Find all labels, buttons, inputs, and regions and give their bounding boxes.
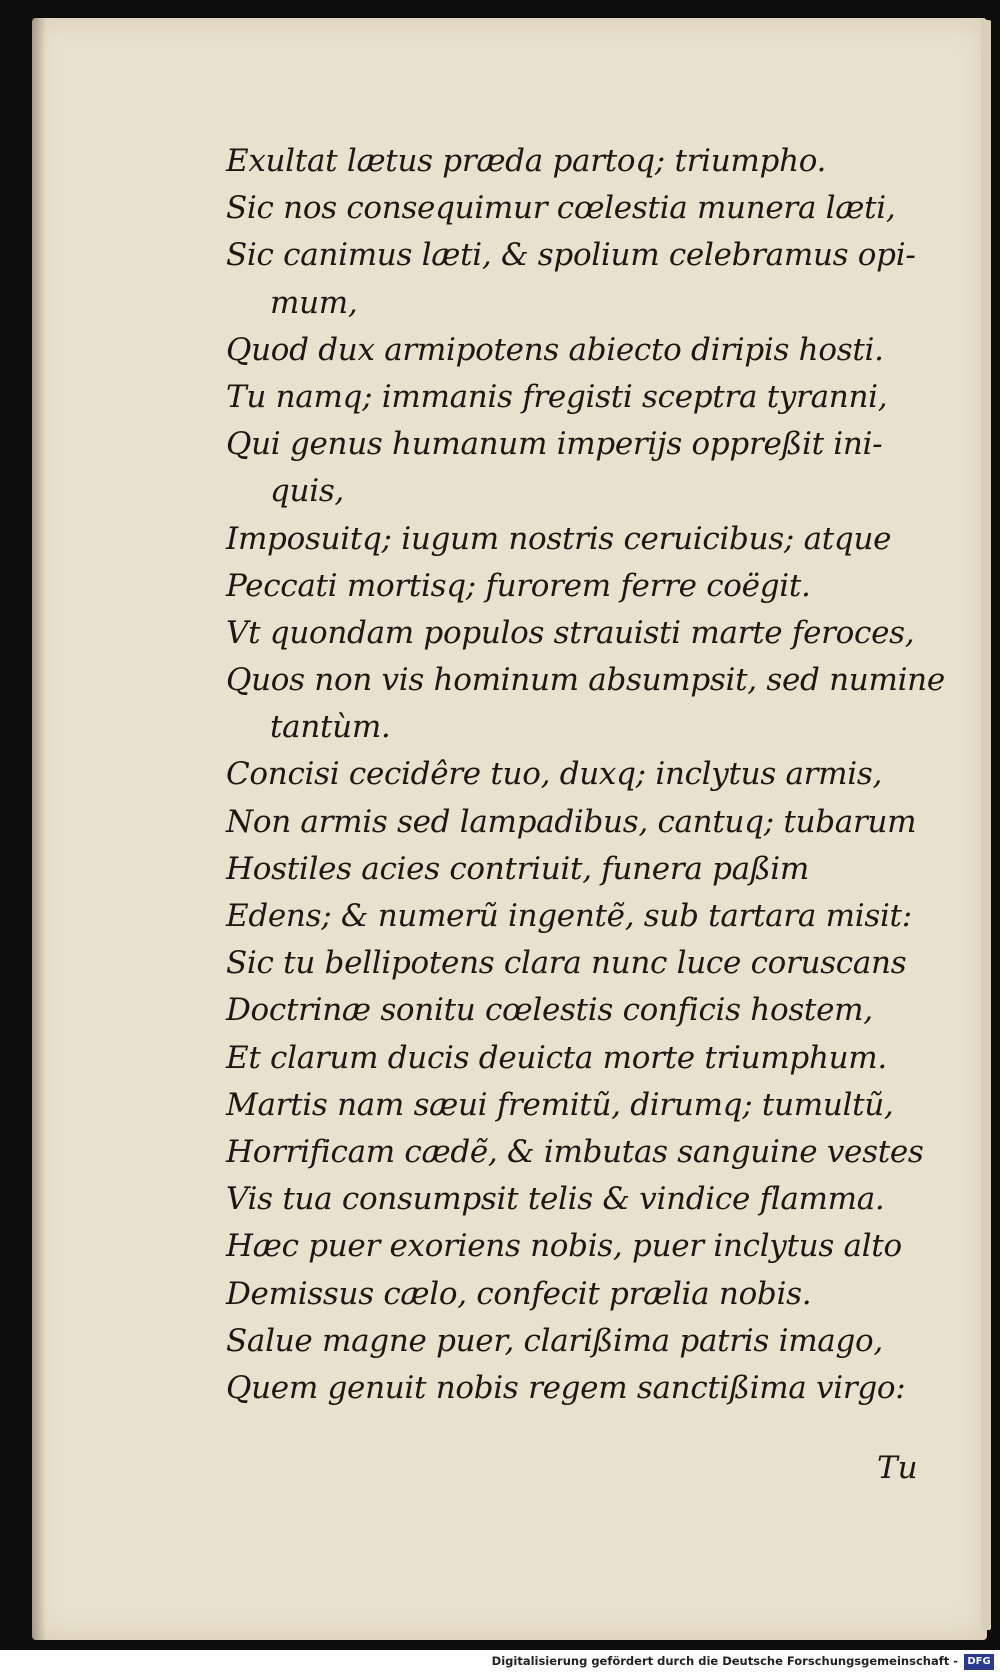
verse-line: Doctrinæ sonitu cœlestis conficis hostem, (226, 992, 873, 1029)
catchword: Tu (877, 1450, 918, 1486)
dfg-logo-icon: DFG (964, 1654, 994, 1670)
verse-line: Tu namq; immanis fregisti sceptra tyranni, (226, 378, 888, 415)
verse-line: Qui genus humanum imperijs oppreßit ini- (226, 426, 883, 463)
verse-line: Non armis sed lampadibus, cantuq; tubarum (226, 803, 917, 840)
verse-line: Vt quondam populos strauisti marte feroces, (226, 614, 915, 651)
verse-line: Imposuitq; iugum nostris ceruicibus; atque (226, 520, 892, 557)
book-page (32, 18, 987, 1640)
verse-line: Et clarum ducis deuicta morte triumphum. (226, 1039, 887, 1076)
verse-line: Quem genuit nobis regem sanctißima virgo: (226, 1369, 906, 1406)
verse-line: Concisi cecidêre tuo, duxq; inclytus armis, (226, 756, 883, 793)
verse-line: Exultat lætus præda partoq; triumpho. (226, 143, 827, 179)
funding-credit: Digitalisierung gefördert durch die Deutsche Forschungsgemeinschaft - (491, 1654, 958, 1668)
verse-line: mum, (270, 284, 358, 321)
verse-line: Vis tua consumpsit telis & vindice flamma. (226, 1181, 885, 1218)
verse-line: Horrificam cædẽ, & imbutas sanguine vestes (226, 1133, 924, 1170)
verse-line: quis, (270, 473, 344, 510)
verse-line: Sic tu bellipotens clara nunc luce coruscans (226, 945, 907, 982)
verse-line: Quod dux armipotens abiecto diripis hosti. (226, 331, 884, 368)
verse-text-block (226, 138, 966, 1412)
verse-line: Sic canimus læti, & spolium celebramus opi- (226, 237, 916, 274)
verse-line: Hæc puer exoriens nobis, puer inclytus alto (226, 1228, 902, 1265)
verse-line: Martis nam sæui fremitũ, dirumq; tumultũ, (226, 1086, 894, 1123)
digitization-footer (0, 1650, 1000, 1676)
page-edge (981, 20, 991, 1630)
verse-line: Quos non vis hominum absumpsit, sed numine (226, 662, 945, 699)
verse-line: Demissus cælo, confecit prælia nobis. (226, 1275, 812, 1312)
verse-line: Salue magne puer, clarißima patris imago, (226, 1322, 883, 1359)
verse-line: Sic nos consequimur cœlestia munera læti, (226, 190, 896, 227)
verse-line: Hostiles acies contriuit, funera paßim (226, 850, 809, 887)
page-gutter-shadow (32, 18, 46, 1640)
verse-line: Edens; & numerũ ingentẽ, sub tartara misit: (226, 898, 912, 934)
verse-line: Peccati mortisq; furorem ferre coëgit. (226, 567, 811, 604)
verse-line: tantùm. (270, 709, 391, 746)
